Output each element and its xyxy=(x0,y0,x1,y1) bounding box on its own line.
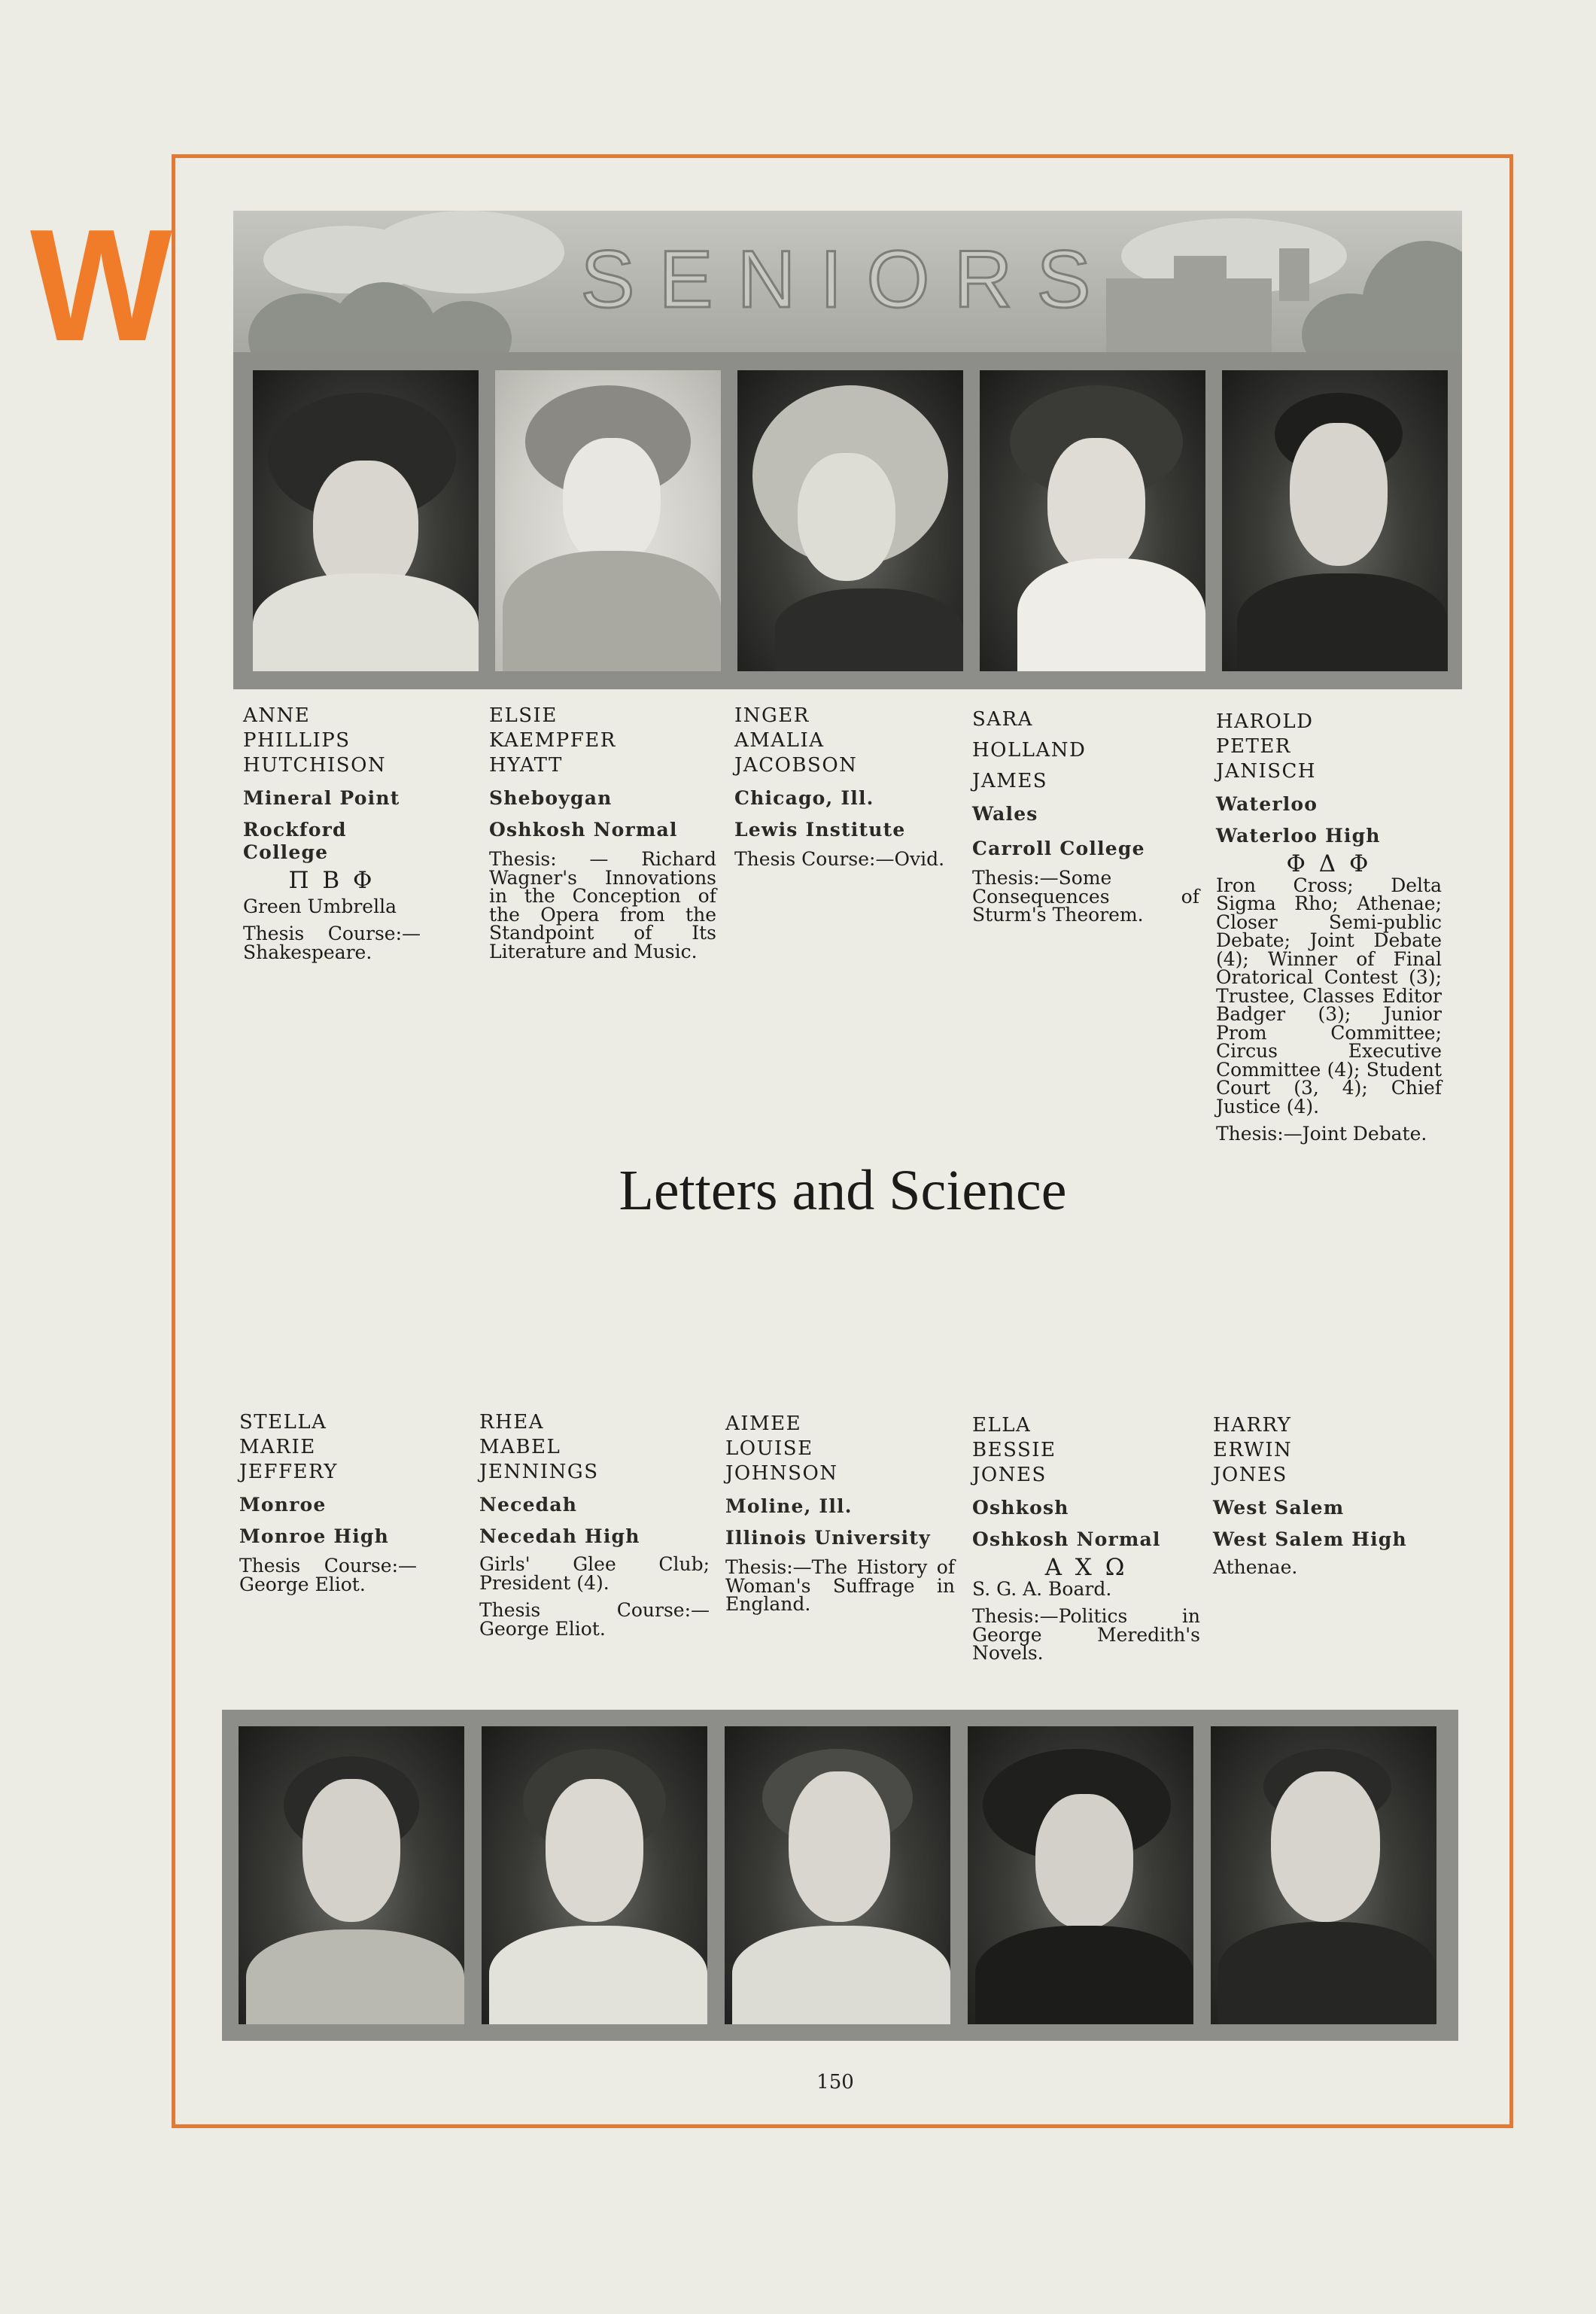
student-entry xyxy=(489,704,716,961)
student-activities: Girls' Glee Club; President (4). xyxy=(479,1553,710,1594)
page-number: 150 xyxy=(816,2071,854,2094)
portrait-photo xyxy=(253,370,479,671)
student-name-middle: HOLLAND xyxy=(972,739,1087,762)
student-school: Monroe High xyxy=(239,1525,389,1547)
student-name-last: JAMES xyxy=(972,770,1048,792)
student-entry xyxy=(972,1413,1200,1663)
student-name-first: SARA xyxy=(972,708,1033,731)
student-hometown: Oshkosh xyxy=(972,1497,1069,1519)
student-name-first: AIMEE xyxy=(725,1412,802,1435)
student-school: West Salem High xyxy=(1213,1528,1407,1550)
seniors-banner xyxy=(233,211,1462,352)
student-name-last: HYATT xyxy=(489,754,563,777)
student-entry xyxy=(1216,710,1442,1144)
student-name-first: HAROLD xyxy=(1216,710,1314,733)
student-hometown: Chicago, Ill. xyxy=(734,787,874,809)
student-name-last: JEFFERY xyxy=(239,1461,338,1483)
student-thesis: Thesis:—Politics in George Meredith's Novels. xyxy=(972,1605,1200,1664)
student-name-middle: MABEL xyxy=(479,1436,561,1458)
fraternity-letters: Α Χ Ω xyxy=(1044,1554,1128,1581)
student-school: Lewis Institute xyxy=(734,819,906,841)
student-entry xyxy=(243,704,421,962)
fraternity-letters: Π Β Φ xyxy=(288,867,375,894)
student-name-first: HARRY xyxy=(1213,1414,1292,1437)
student-activities: Athenae. xyxy=(1213,1556,1298,1578)
portrait-photo xyxy=(980,370,1205,671)
student-thesis: Thesis Course:— Shakespeare. xyxy=(243,923,421,963)
student-name-middle: LOUISE xyxy=(725,1437,813,1460)
student-name-middle: AMALIA xyxy=(734,729,825,752)
portrait-photo xyxy=(737,370,963,671)
student-thesis: Thesis:—Some Consequences of Sturm's Theorem. xyxy=(972,867,1199,926)
fraternity-letters: Φ Δ Φ xyxy=(1286,850,1372,877)
student-entry xyxy=(1213,1413,1439,1577)
student-school: Waterloo High xyxy=(1216,825,1381,847)
student-name-middle: PHILLIPS xyxy=(243,729,351,752)
portrait-photo xyxy=(239,1726,464,2024)
student-hometown: Wales xyxy=(972,803,1038,825)
student-school: Oshkosh Normal xyxy=(489,819,678,841)
bottom-photo-strip xyxy=(222,1710,1458,2041)
student-thesis: Thesis Course:— George Eliot. xyxy=(239,1555,417,1595)
student-name-middle: MARIE xyxy=(239,1436,316,1458)
student-name-middle: BESSIE xyxy=(972,1439,1056,1461)
student-school: Illinois University xyxy=(725,1527,931,1549)
student-name-first: ANNE xyxy=(243,704,311,727)
student-name-last: JONES xyxy=(1213,1464,1287,1486)
decorative-initial-letter: W xyxy=(30,196,172,375)
student-name-middle: KAEMPFER xyxy=(489,729,616,752)
student-name-first: RHEA xyxy=(479,1411,545,1434)
section-heading: Letters and Science xyxy=(619,1159,1067,1222)
student-hometown: West Salem xyxy=(1213,1497,1345,1519)
portrait-photo xyxy=(1211,1726,1436,2024)
student-name-middle: PETER xyxy=(1216,735,1291,758)
student-thesis: Thesis Course:— George Eliot. xyxy=(479,1599,710,1640)
student-hometown: Sheboygan xyxy=(489,787,613,809)
portrait-photo xyxy=(725,1726,950,2024)
student-activities: Iron Cross; Delta Sigma Rho; Athenae; Closer Semi-public Debate; Joint Debate (4); Winner of Final Oratorical Contest (3); Trustee, Classes Editor Badger (3); Junior Prom Committee; Circus Executive Committee (4); Student Court (3, 4); Chief Justice (4). xyxy=(1216,874,1442,1117)
student-name-first: INGER xyxy=(734,704,810,727)
student-name-last: JACOBSON xyxy=(734,754,858,777)
student-hometown: Monroe xyxy=(239,1494,327,1516)
portrait-photo xyxy=(968,1726,1193,2024)
portrait-photo xyxy=(495,370,721,671)
student-name-last: JONES xyxy=(972,1464,1047,1486)
student-name-last: HUTCHISON xyxy=(243,754,387,777)
student-school: Oshkosh Normal xyxy=(972,1528,1161,1550)
portrait-photo xyxy=(1222,370,1448,671)
portrait-photo xyxy=(482,1726,707,2024)
student-thesis: Thesis Course:—Ovid. xyxy=(734,848,945,870)
student-entry xyxy=(479,1410,710,1638)
student-name-last: JOHNSON xyxy=(725,1462,838,1485)
student-hometown: Moline, Ill. xyxy=(725,1495,853,1517)
student-name-middle: ERWIN xyxy=(1213,1439,1293,1461)
student-entry xyxy=(734,704,964,869)
student-school: Rockford College xyxy=(243,819,347,863)
student-activities: Green Umbrella xyxy=(243,895,397,917)
student-hometown: Necedah xyxy=(479,1494,578,1516)
student-school: Necedah High xyxy=(479,1525,640,1547)
top-photo-strip xyxy=(233,352,1462,689)
student-name-last: JENNINGS xyxy=(479,1461,599,1483)
student-entry xyxy=(972,707,1199,925)
student-entry xyxy=(725,1412,955,1614)
banner-title: SENIORS xyxy=(580,233,1115,324)
student-activities: S. G. A. Board. xyxy=(972,1577,1112,1600)
student-thesis: Thesis:—The History of Woman's Suffrage in England. xyxy=(725,1556,955,1615)
student-name-first: ELLA xyxy=(972,1414,1032,1437)
student-name-last: JANISCH xyxy=(1216,760,1317,783)
student-school: Carroll College xyxy=(972,838,1145,859)
student-thesis: Thesis:—Joint Debate. xyxy=(1216,1123,1427,1145)
student-name-first: STELLA xyxy=(239,1411,327,1434)
student-name-first: ELSIE xyxy=(489,704,558,727)
student-thesis: Thesis: — Richard Wagner's Innovations in the Conception of the Opera from the Standpoint of Its Literature and Music. xyxy=(489,848,716,962)
student-hometown: Mineral Point xyxy=(243,787,400,809)
student-hometown: Waterloo xyxy=(1216,793,1318,815)
student-entry xyxy=(239,1410,417,1594)
